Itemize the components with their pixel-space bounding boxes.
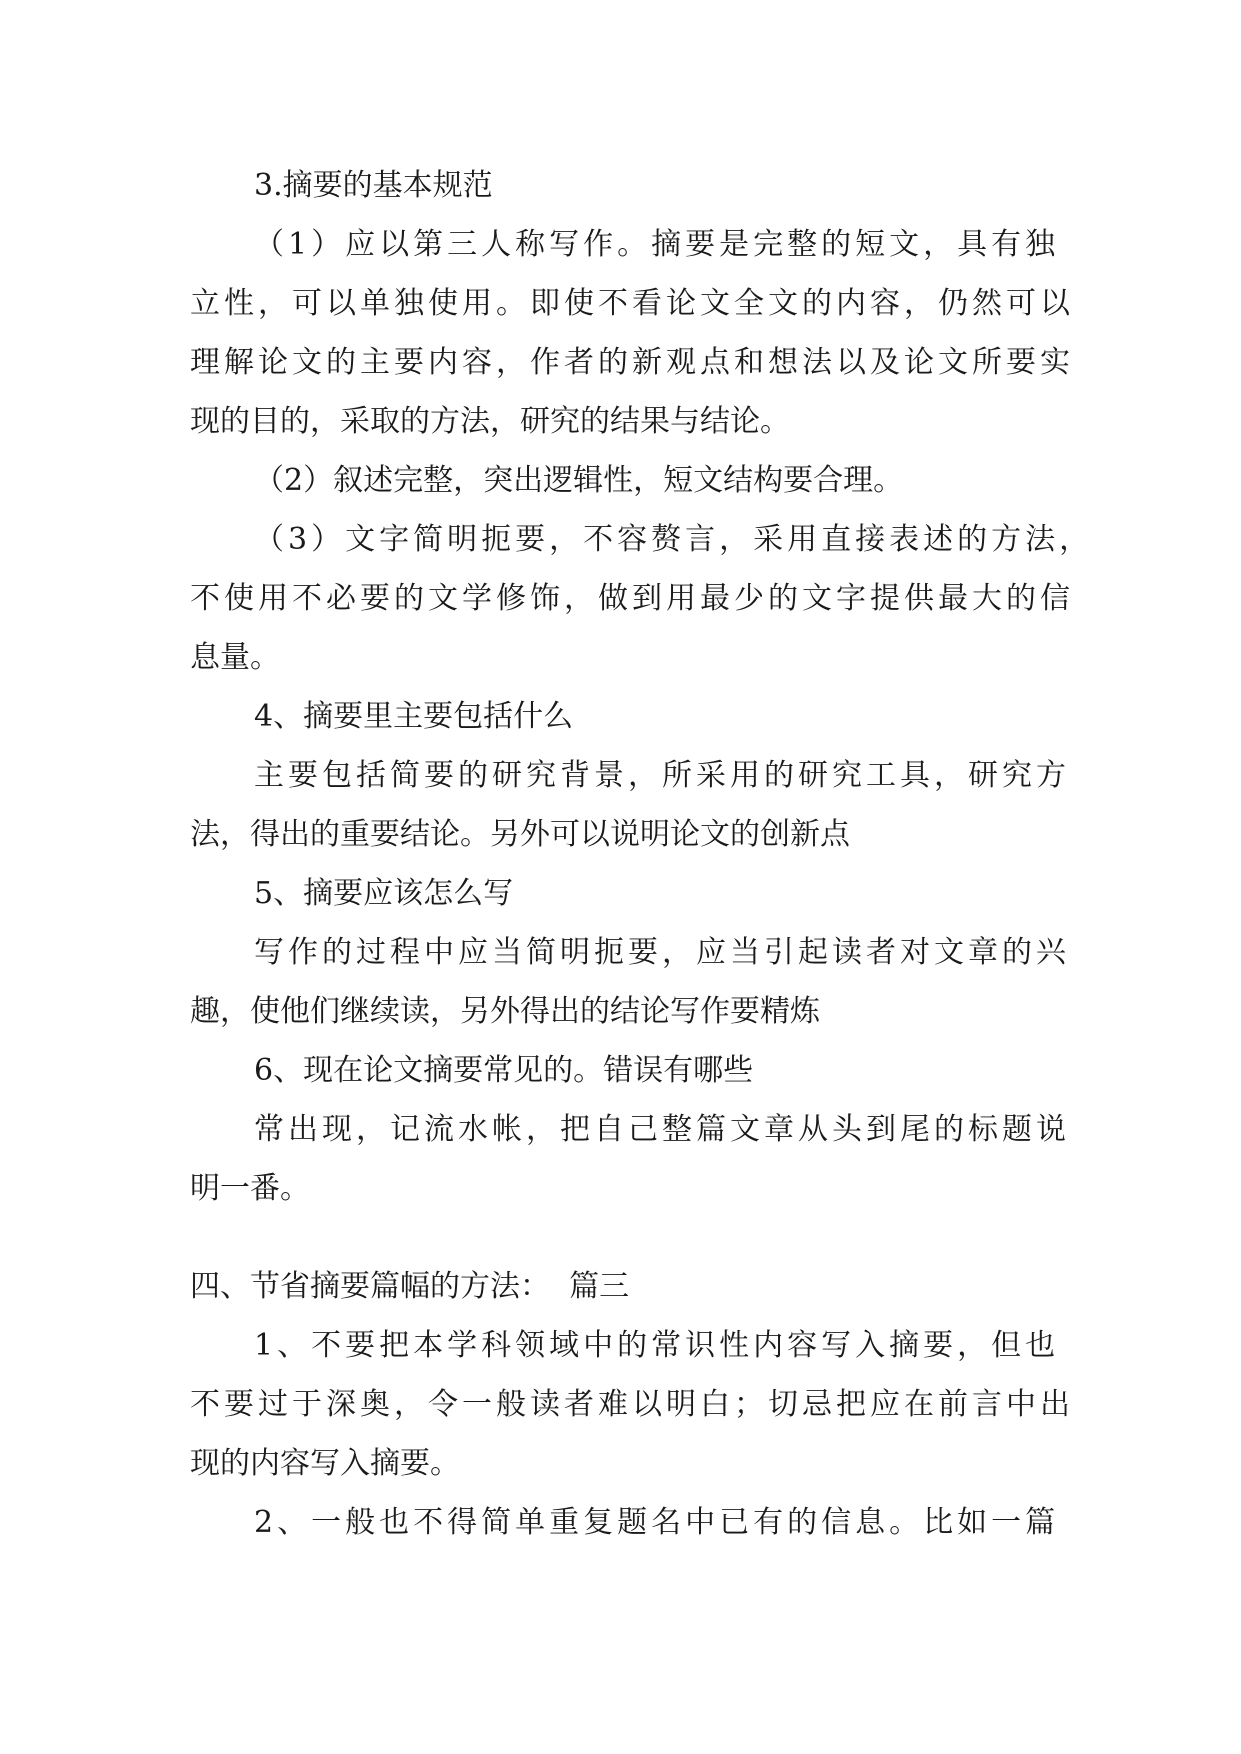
paragraph-line: 现的内容写入摘要。	[190, 1446, 460, 1481]
section-heading-3: 3.摘要的基本规范	[254, 168, 493, 203]
paragraph-line: 常出现，记流水帐，把自己整篇文章从头到尾的标题说	[254, 1112, 1070, 1147]
section-heading-4: 4、摘要里主要包括什么	[254, 699, 574, 734]
paragraph-line: （1）应以第三人称写作。摘要是完整的短文，具有独	[254, 227, 1060, 262]
paragraph-line: 明一番。	[190, 1171, 310, 1206]
paragraph-line: 不使用不必要的文学修饰，做到用最少的文字提供最大的信	[190, 581, 1074, 616]
paragraph-line: （3）文字简明扼要，不容赘言，采用直接表述的方法，	[254, 522, 1094, 557]
paragraph-line: 写作的过程中应当简明扼要，应当引起读者对文章的兴	[254, 935, 1070, 970]
paragraph-line: 现的目的，采取的方法，研究的结果与结论。	[190, 404, 790, 439]
section-heading-part-four: 四、节省摘要篇幅的方法： 篇三	[190, 1269, 630, 1304]
section-heading-5: 5、摘要应该怎么写	[254, 876, 514, 911]
paragraph-line: 不要过于深奥，令一般读者难以明白；切忌把应在前言中出	[190, 1387, 1074, 1422]
section-heading-6: 6、现在论文摘要常见的。错误有哪些	[254, 1053, 754, 1088]
paragraph-line: （2）叙述完整，突出逻辑性，短文结构要合理。	[254, 463, 904, 498]
paragraph-line: 1、不要把本学科领域中的常识性内容写入摘要，但也	[254, 1328, 1060, 1363]
paragraph-line: 理解论文的主要内容，作者的新观点和想法以及论文所要实	[190, 345, 1074, 380]
paragraph-line: 主要包括简要的研究背景，所采用的研究工具，研究方	[254, 758, 1070, 793]
paragraph-line: 法，得出的重要结论。另外可以说明论文的创新点	[190, 817, 850, 852]
paragraph-line: 息量。	[190, 640, 280, 675]
paragraph-line: 2、一般也不得简单重复题名中已有的信息。比如一篇	[254, 1505, 1060, 1540]
paragraph-line: 立性，可以单独使用。即使不看论文全文的内容，仍然可以	[190, 286, 1074, 321]
paragraph-line: 趣，使他们继续读，另外得出的结论写作要精炼	[190, 994, 820, 1029]
